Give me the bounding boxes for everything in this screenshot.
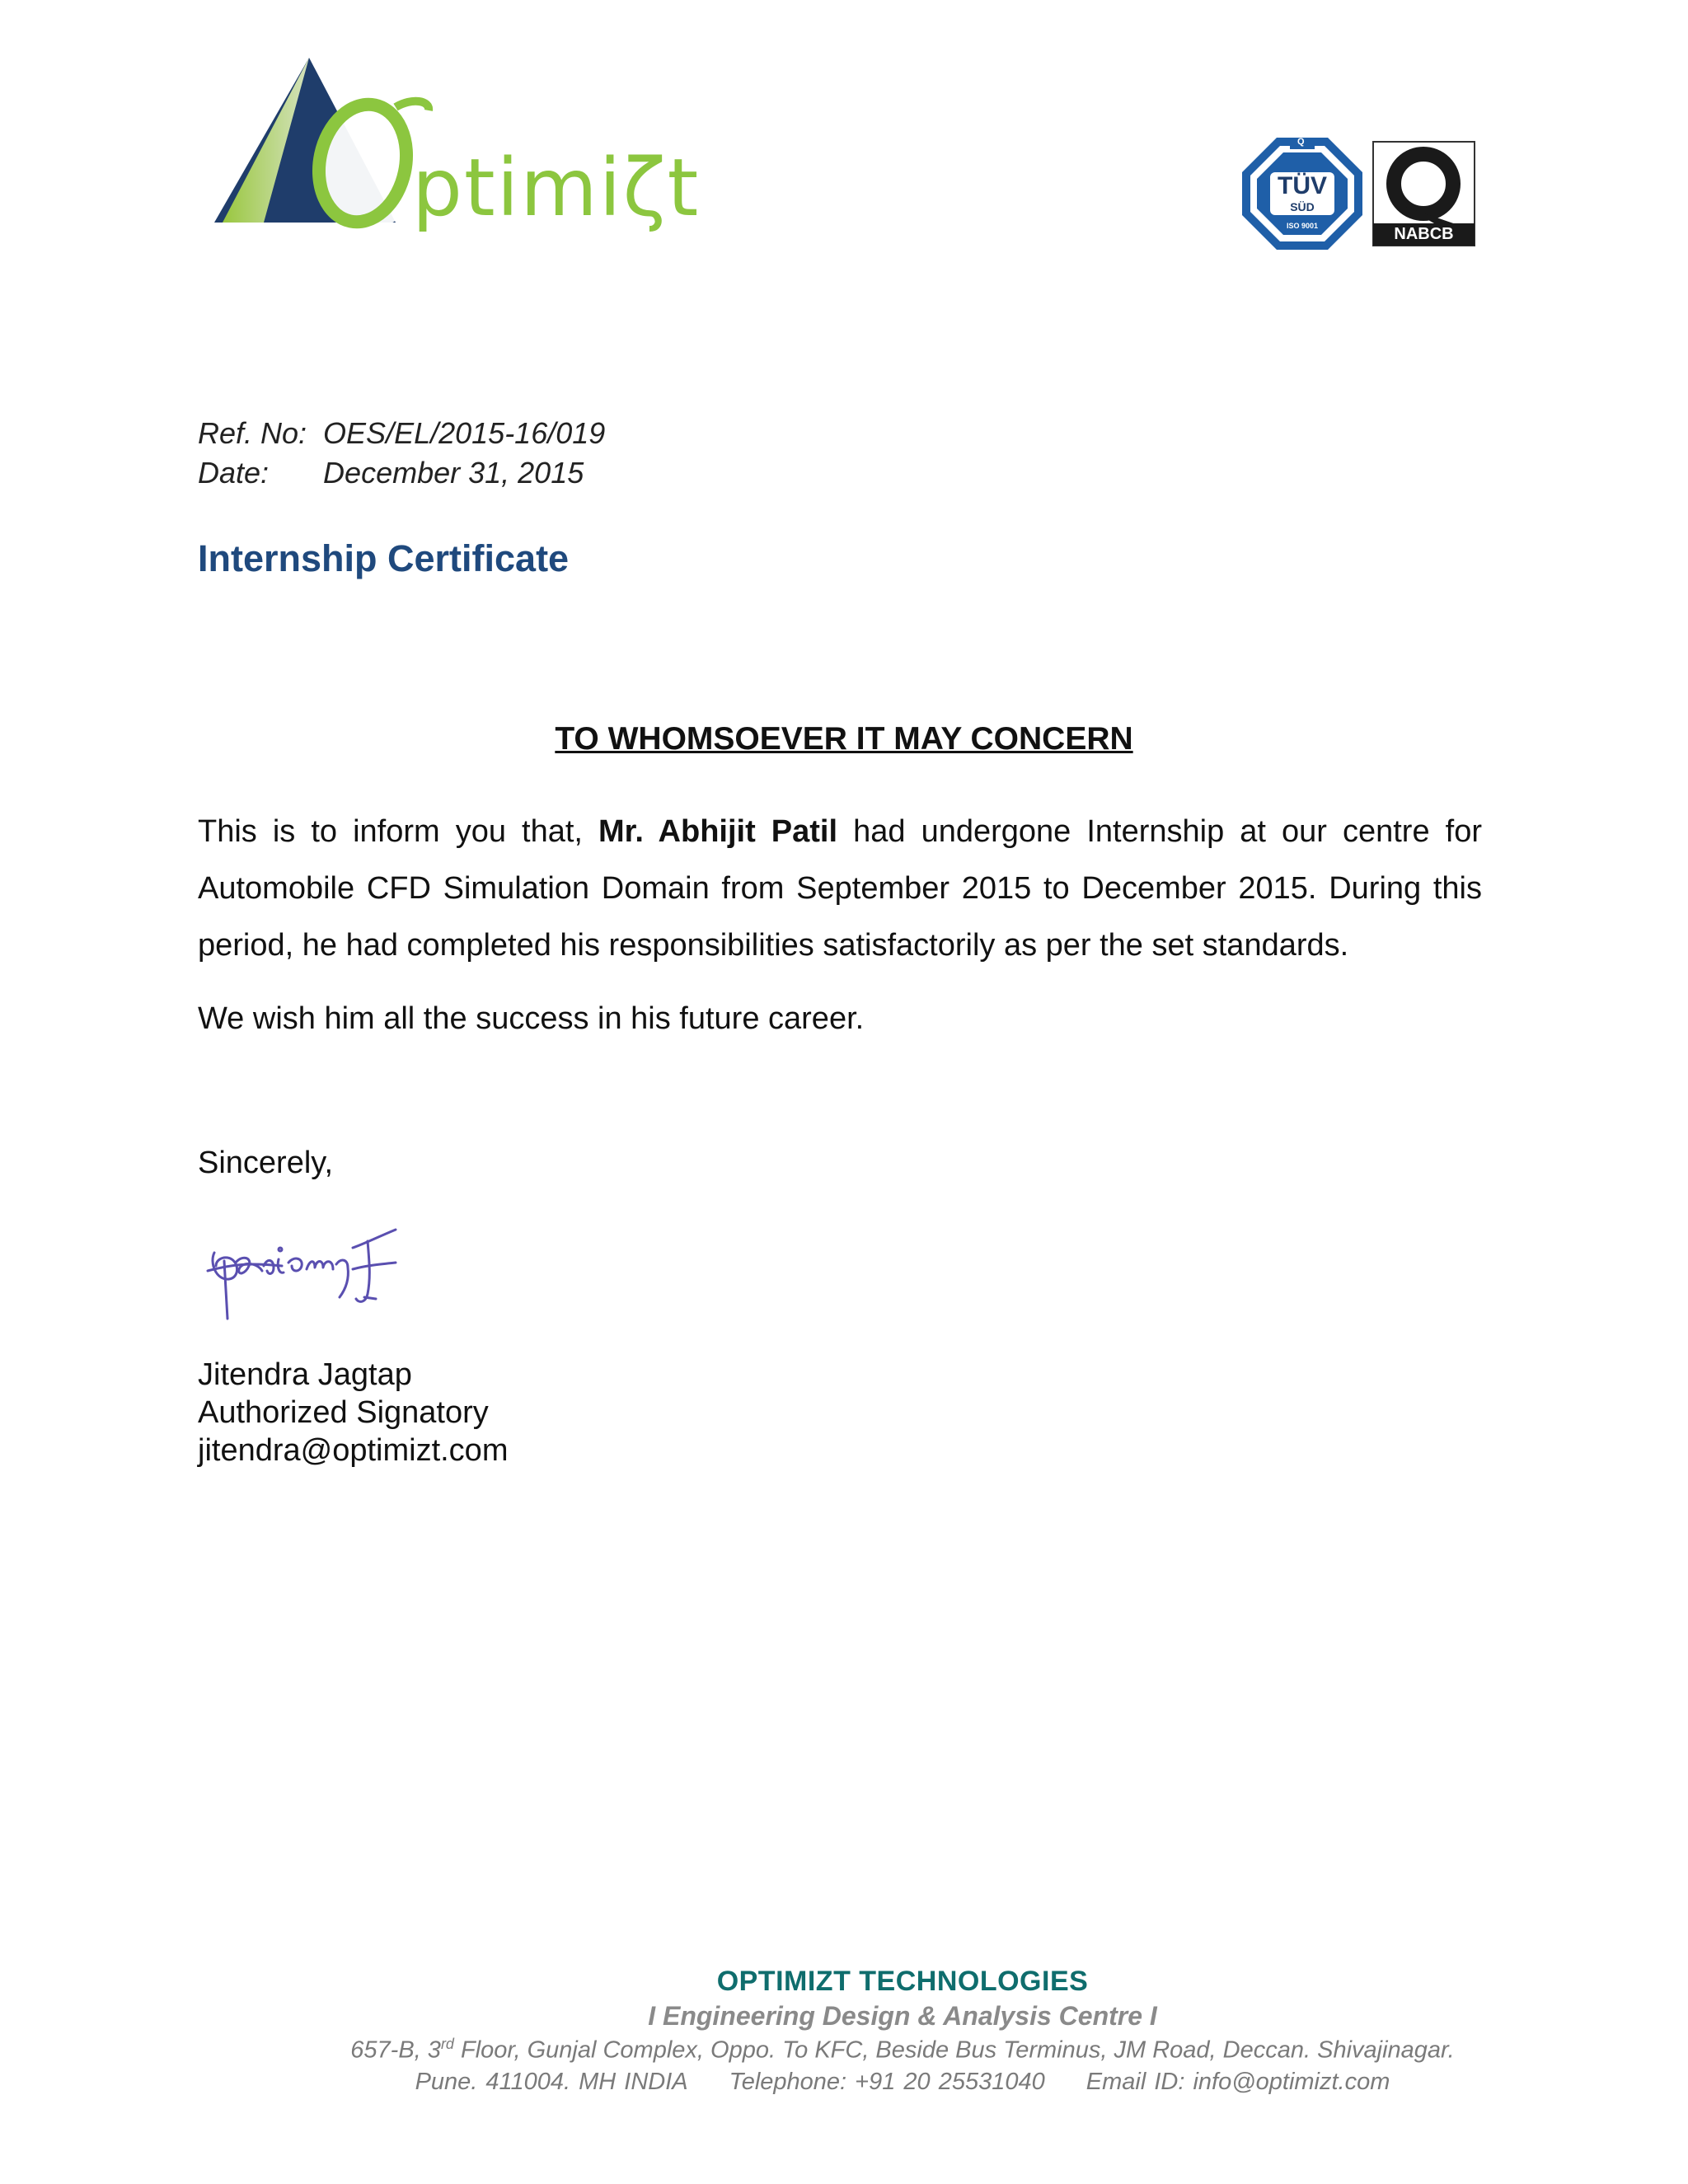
ref-value: OES/EL/2015-16/019 [323, 416, 606, 450]
footer-address [0, 2036, 1688, 2064]
tuv-iso-label: ISO 9001 [1286, 222, 1319, 230]
footer-contact [0, 2069, 1688, 2096]
company-logo [206, 49, 701, 247]
date-value: December 31, 2015 [323, 456, 584, 490]
certification-badges [1240, 136, 1479, 251]
tuv-sud-label: SÜD [1290, 200, 1315, 213]
document-title: Internship Certificate [198, 537, 570, 579]
footer-telephone: Telephone: +91 20 25531040 [729, 2069, 1045, 2095]
tuv-q-label: Q [1297, 137, 1305, 147]
footer-address-superscript: rd [440, 2036, 454, 2052]
footer-tagline: I Engineering Design & Analysis Centre I [648, 2001, 1157, 2031]
para-detail-text: had undergone Internship at our centre for Automobile CFD Simulation Domain from September 2015 to December 2015. During this period, he had completed his responsibilities satisfactorily as per the set standards. [198, 814, 1482, 963]
tuv-label: TÜV [1278, 172, 1327, 199]
intern-name: Mr. Abhijit Patil [598, 814, 838, 849]
reference-number [198, 416, 605, 451]
logo-wordmark: ptimiζt [412, 142, 701, 234]
signatory-role: Authorized Signatory [198, 1395, 489, 1430]
body-paragraph [198, 804, 1482, 974]
signatory-email[interactable]: jitendra@optimizt.com [198, 1433, 509, 1468]
para-intro-text: This is to inform you that, [198, 814, 599, 849]
date-label: Date: [198, 456, 270, 490]
wishes-paragraph: We wish him all the success in his future career. [198, 1001, 865, 1036]
document-date [198, 456, 584, 490]
signatory-name: Jitendra Jagtap [198, 1357, 412, 1392]
footer-address-rest: Floor, Gunjal Complex, Oppo. To KFC, Beside Bus Terminus, JM Road, Deccan. Shivajinagar. [453, 2036, 1455, 2064]
closing-text: Sincerely, [198, 1146, 334, 1180]
ref-label: Ref. No: [198, 416, 307, 450]
footer-email[interactable]: Email ID: info@optimizt.com [1085, 2069, 1390, 2095]
salutation-heading: TO WHOMSOEVER IT MAY CONCERN [555, 721, 1133, 757]
footer-company-name: OPTIMIZT TECHNOLOGIES [716, 1966, 1089, 1997]
footer-city: Pune. 411004. MH INDIA [415, 2069, 688, 2095]
footer-address-start: 657-B, 3 [350, 2036, 441, 2064]
nabcb-label: NABCB [1394, 225, 1454, 243]
handwritten-signature [191, 1212, 430, 1335]
